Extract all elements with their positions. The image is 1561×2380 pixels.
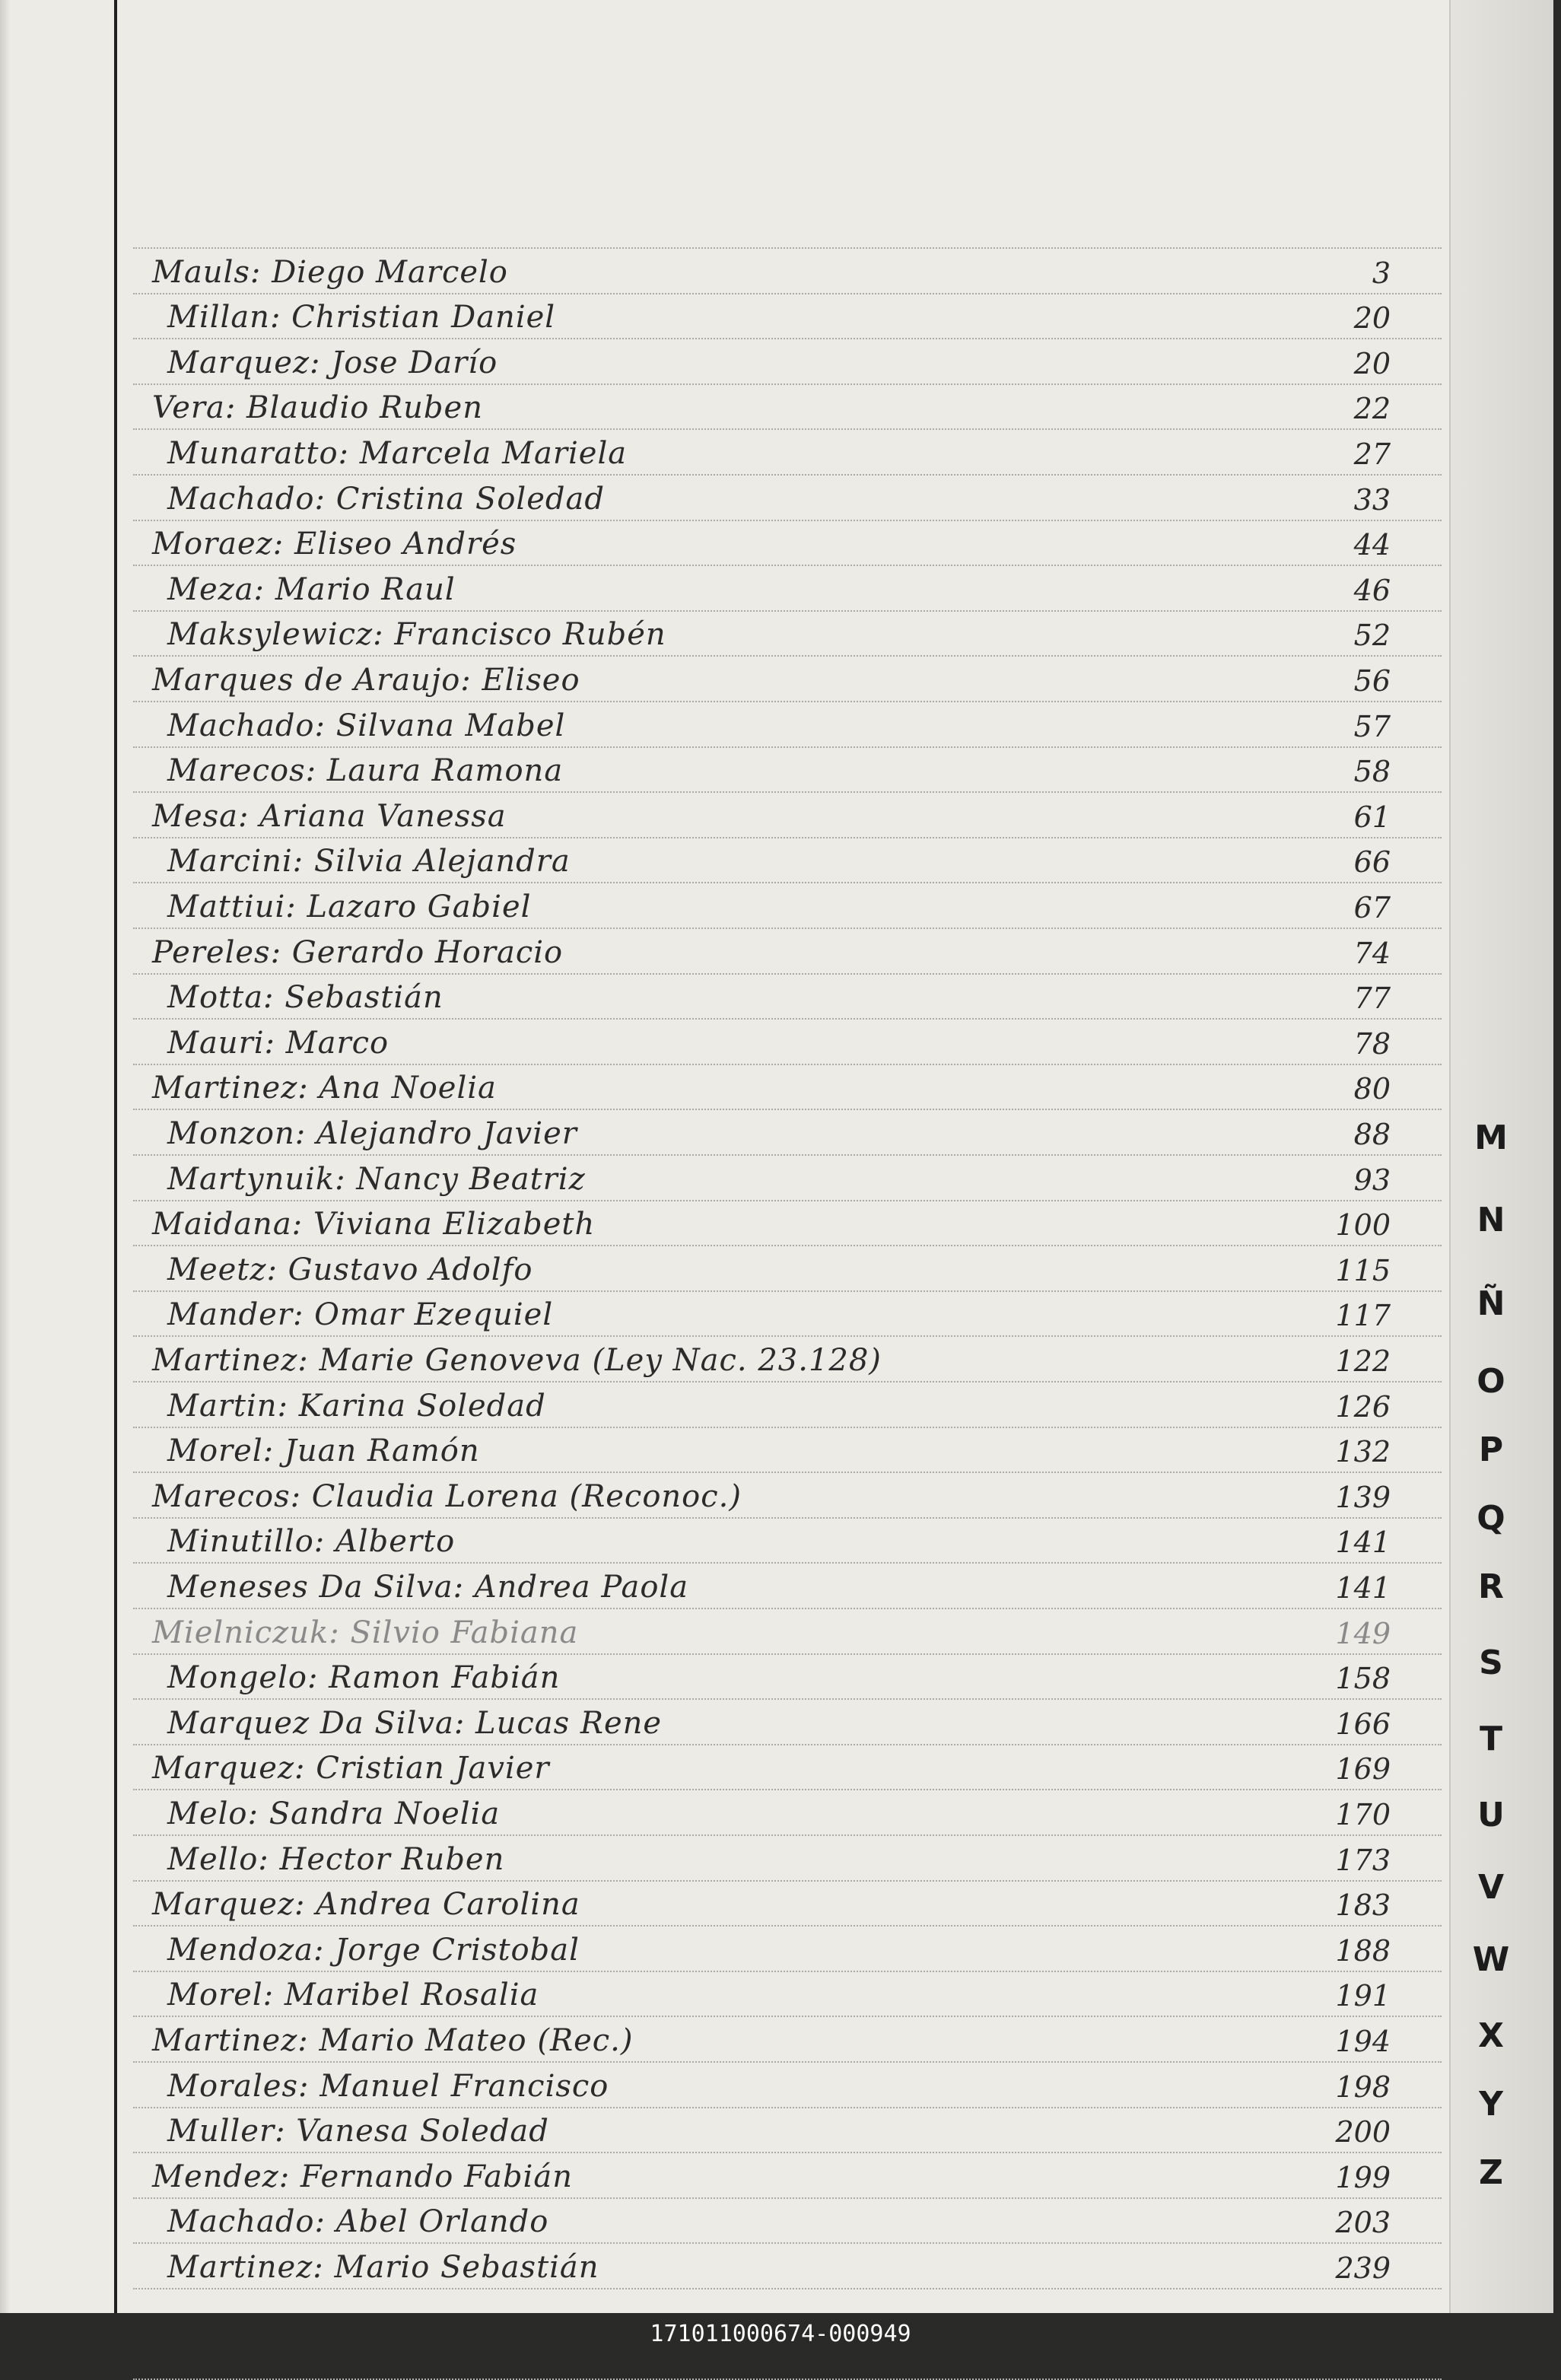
ledger-entry [137, 2063, 1445, 2107]
ledger-entry [137, 249, 1445, 293]
ledger-entry [137, 520, 1445, 565]
ledger-entry [137, 1291, 1445, 1335]
ledger-entry [137, 657, 1445, 701]
entry-page-number: 80 [1353, 1072, 1391, 1106]
entry-name: Morel: Maribel Rosalia [167, 1978, 539, 2013]
entry-page-number: 67 [1353, 891, 1391, 924]
document-id: 171011000674-000949 [650, 2321, 911, 2347]
margin-line [114, 0, 117, 2313]
entry-name: Meetz: Gustavo Adolfo [167, 1252, 533, 1287]
ledger-entry [137, 1156, 1445, 1200]
entry-page-number: 22 [1353, 392, 1391, 426]
entry-name: Mello: Hector Ruben [167, 1841, 505, 1877]
entry-page-number: 200 [1335, 2115, 1391, 2149]
entry-page-number: 61 [1353, 800, 1391, 834]
entry-page-number: 203 [1335, 2206, 1391, 2240]
entry-name: Martinez: Mario Mateo (Rec.) [152, 2023, 634, 2058]
entry-name: Morales: Manuel Francisco [167, 2068, 609, 2104]
index-tab-7[interactable]: R [1478, 1567, 1504, 1606]
ledger-entry [137, 1518, 1445, 1562]
entry-page-number: 149 [1335, 1616, 1391, 1650]
ledger-entry [137, 294, 1445, 338]
entry-name: Melo: Sandra Noelia [167, 1796, 501, 1831]
entry-name: Mesa: Ariana Vanessa [152, 798, 507, 834]
entry-name: Millan: Christian Daniel [167, 300, 556, 336]
entry-page-number: 183 [1335, 1888, 1391, 1923]
ledger-entry [137, 1246, 1445, 1290]
ledger-entry [137, 2108, 1445, 2152]
ledger-entry [137, 1745, 1445, 1789]
entry-name: Mattiui: Lazaro Gabiel [167, 889, 532, 924]
ledger-entry [137, 611, 1445, 655]
ledger-entry [137, 1064, 1445, 1109]
entry-page-number: 239 [1335, 2251, 1391, 2285]
entry-name: Marquez Da Silva: Lucas Rene [167, 1705, 663, 1741]
ledger-entry [137, 1110, 1445, 1154]
ledger-entry [137, 2244, 1445, 2288]
index-tab-3[interactable]: Ñ [1477, 1284, 1505, 1323]
ledger-entry [137, 384, 1445, 428]
ledger-entry [137, 566, 1445, 610]
entry-page-number: 170 [1335, 1798, 1391, 1831]
ledger-entry [137, 1020, 1445, 1064]
ledger-entry [137, 929, 1445, 973]
entry-name: Maidana: Viviana Elizabeth [152, 1207, 596, 1242]
entry-page-number: 188 [1335, 1933, 1391, 1968]
entry-name: Muller: Vanesa Soledad [167, 2114, 549, 2149]
ledger-entry [137, 1609, 1445, 1653]
index-tab-4[interactable]: O [1477, 1362, 1505, 1401]
entry-page-number: 173 [1335, 1843, 1391, 1877]
page-left-edge [0, 0, 11, 2313]
entry-name: Mendez: Fernando Fabián [152, 2159, 573, 2194]
entry-name: Mielniczuk: Silvio Fabiana [152, 1615, 579, 1650]
ledger-entry [137, 1881, 1445, 1925]
entry-name: Pereles: Gerardo Horacio [152, 934, 564, 970]
entry-name: Marecos: Claudia Lorena (Reconoc.) [152, 1478, 742, 1514]
index-tab-1[interactable]: M [1474, 1118, 1508, 1157]
index-tab-14[interactable]: Y [1479, 2085, 1503, 2124]
ledger-entry [137, 1382, 1445, 1427]
ruled-line [133, 2288, 1442, 2289]
entry-name: Martin: Karina Soledad [167, 1388, 546, 1424]
entry-name: Maksylewicz: Francisco Rubén [167, 617, 666, 653]
ledger-entry [137, 2198, 1445, 2242]
entry-name: Motta: Sebastián [167, 980, 444, 1016]
entry-name: Mongelo: Ramon Fabián [167, 1660, 561, 1696]
entry-name: Marques de Araujo: Eliseo [152, 663, 580, 698]
entry-page-number: 115 [1335, 1253, 1391, 1287]
entry-name: Vera: Blaudio Ruben [152, 390, 483, 426]
entry-name: Martinez: Mario Sebastián [167, 2250, 599, 2285]
ledger-entry [137, 1473, 1445, 1517]
entry-page-number: 169 [1335, 1752, 1391, 1787]
entry-page-number: 27 [1353, 438, 1391, 471]
index-tab-5[interactable]: P [1478, 1430, 1504, 1469]
index-tab-9[interactable]: T [1479, 1720, 1502, 1758]
entry-name: Minutillo: Alberto [167, 1524, 456, 1560]
entry-name: Machado: Abel Orlando [167, 2204, 549, 2240]
entry-page-number: 57 [1353, 709, 1391, 743]
ledger-entry [137, 793, 1445, 837]
entry-page-number: 122 [1335, 1344, 1391, 1378]
entry-page-number: 88 [1353, 1118, 1391, 1151]
index-tab-2[interactable]: N [1477, 1201, 1505, 1239]
entry-page-number: 141 [1335, 1571, 1391, 1605]
entry-page-number: 46 [1353, 573, 1391, 607]
ledger-entry [137, 974, 1445, 1018]
ledger-entry [137, 1971, 1445, 2016]
index-tab-13[interactable]: X [1478, 2016, 1504, 2055]
ledger-entry [137, 883, 1445, 928]
entry-page-number: 52 [1353, 619, 1391, 653]
entry-name: Martinez: Marie Genoveva (Ley Nac. 23.128) [152, 1343, 882, 1378]
ledger-entry [137, 476, 1445, 520]
entry-page-number: 20 [1353, 301, 1391, 336]
entry-name: Machado: Cristina Soledad [167, 481, 605, 517]
entry-page-number: 56 [1353, 664, 1391, 698]
index-tab-11[interactable]: V [1477, 1868, 1505, 1907]
entry-page-number: 77 [1353, 982, 1391, 1016]
entry-name: Marquez: Andrea Carolina [152, 1887, 580, 1923]
entry-page-number: 166 [1335, 1707, 1391, 1741]
entry-page-number: 100 [1335, 1208, 1391, 1242]
entry-page-number: 93 [1353, 1163, 1391, 1197]
entry-page-number: 74 [1353, 936, 1391, 970]
ledger-entry [137, 2153, 1445, 2197]
entry-name: Martynuik: Nancy Beatriz [167, 1161, 586, 1197]
entry-page-number: 117 [1335, 1299, 1391, 1333]
entry-name: Marcini: Silvia Alejandra [167, 844, 571, 880]
index-tab-15[interactable]: Z [1479, 2153, 1503, 2192]
index-tab-6[interactable]: Q [1477, 1499, 1505, 1538]
entry-name: Munaratto: Marcela Mariela [167, 436, 628, 471]
entry-page-number: 194 [1335, 2025, 1391, 2058]
entry-name: Monzon: Alejandro Javier [167, 1116, 577, 1151]
entry-name: Mauri: Marco [167, 1025, 389, 1061]
ledger-entry [137, 1564, 1445, 1608]
entry-page-number: 78 [1353, 1026, 1391, 1061]
entry-page-number: 191 [1335, 1979, 1391, 2013]
index-tab-8[interactable]: S [1479, 1643, 1503, 1682]
entry-page-number: 199 [1335, 2160, 1391, 2194]
ledger-entry [137, 1790, 1445, 1834]
entry-page-number: 158 [1335, 1662, 1391, 1696]
entry-page-number: 132 [1335, 1435, 1391, 1469]
ledger-entry [137, 1201, 1445, 1245]
ledger-entry [137, 339, 1445, 383]
entry-page-number: 20 [1353, 346, 1391, 380]
ledger-entry [137, 1836, 1445, 1880]
entry-page-number: 126 [1335, 1389, 1391, 1424]
entry-page-number: 139 [1335, 1480, 1391, 1514]
entry-page-number: 58 [1353, 755, 1391, 789]
ledger-entry [137, 838, 1445, 882]
entry-name: Morel: Juan Ramón [167, 1433, 480, 1469]
entry-name: Meza: Mario Raul [167, 571, 456, 607]
entry-name: Meneses Da Silva: Andrea Paola [167, 1570, 689, 1605]
entry-page-number: 3 [1372, 256, 1391, 290]
entry-name: Machado: Silvana Mabel [167, 708, 566, 743]
index-tab-12[interactable]: W [1472, 1940, 1510, 1979]
entry-name: Mauls: Diego Marcelo [152, 254, 508, 290]
index-tab-10[interactable]: U [1477, 1796, 1505, 1834]
entry-name: Marquez: Cristian Javier [152, 1751, 550, 1787]
entry-page-number: 66 [1353, 845, 1391, 880]
entry-name: Mander: Omar Ezequiel [167, 1297, 554, 1333]
ledger-entry [137, 1427, 1445, 1472]
ledger-entry [137, 1700, 1445, 1744]
ledger-entry [137, 747, 1445, 791]
ledger-entry [137, 1654, 1445, 1698]
entry-page-number: 141 [1335, 1526, 1391, 1560]
entry-name: Martinez: Ana Noelia [152, 1071, 497, 1106]
entry-name: Marecos: Laura Ramona [167, 753, 564, 789]
entry-page-number: 44 [1353, 528, 1391, 562]
entry-page-number: 198 [1335, 2070, 1391, 2104]
entry-name: Marquez: Jose Darío [167, 345, 498, 380]
ledger-entry [137, 1927, 1445, 1971]
ledger-entry [137, 1337, 1445, 1381]
ledger-entry [137, 430, 1445, 474]
entry-name: Mendoza: Jorge Cristobal [167, 1932, 580, 1968]
entry-page-number: 33 [1353, 482, 1391, 517]
entry-name: Moraez: Eliseo Andrés [152, 527, 517, 562]
ledger-entry [137, 2017, 1445, 2061]
ledger-entry [137, 702, 1445, 746]
